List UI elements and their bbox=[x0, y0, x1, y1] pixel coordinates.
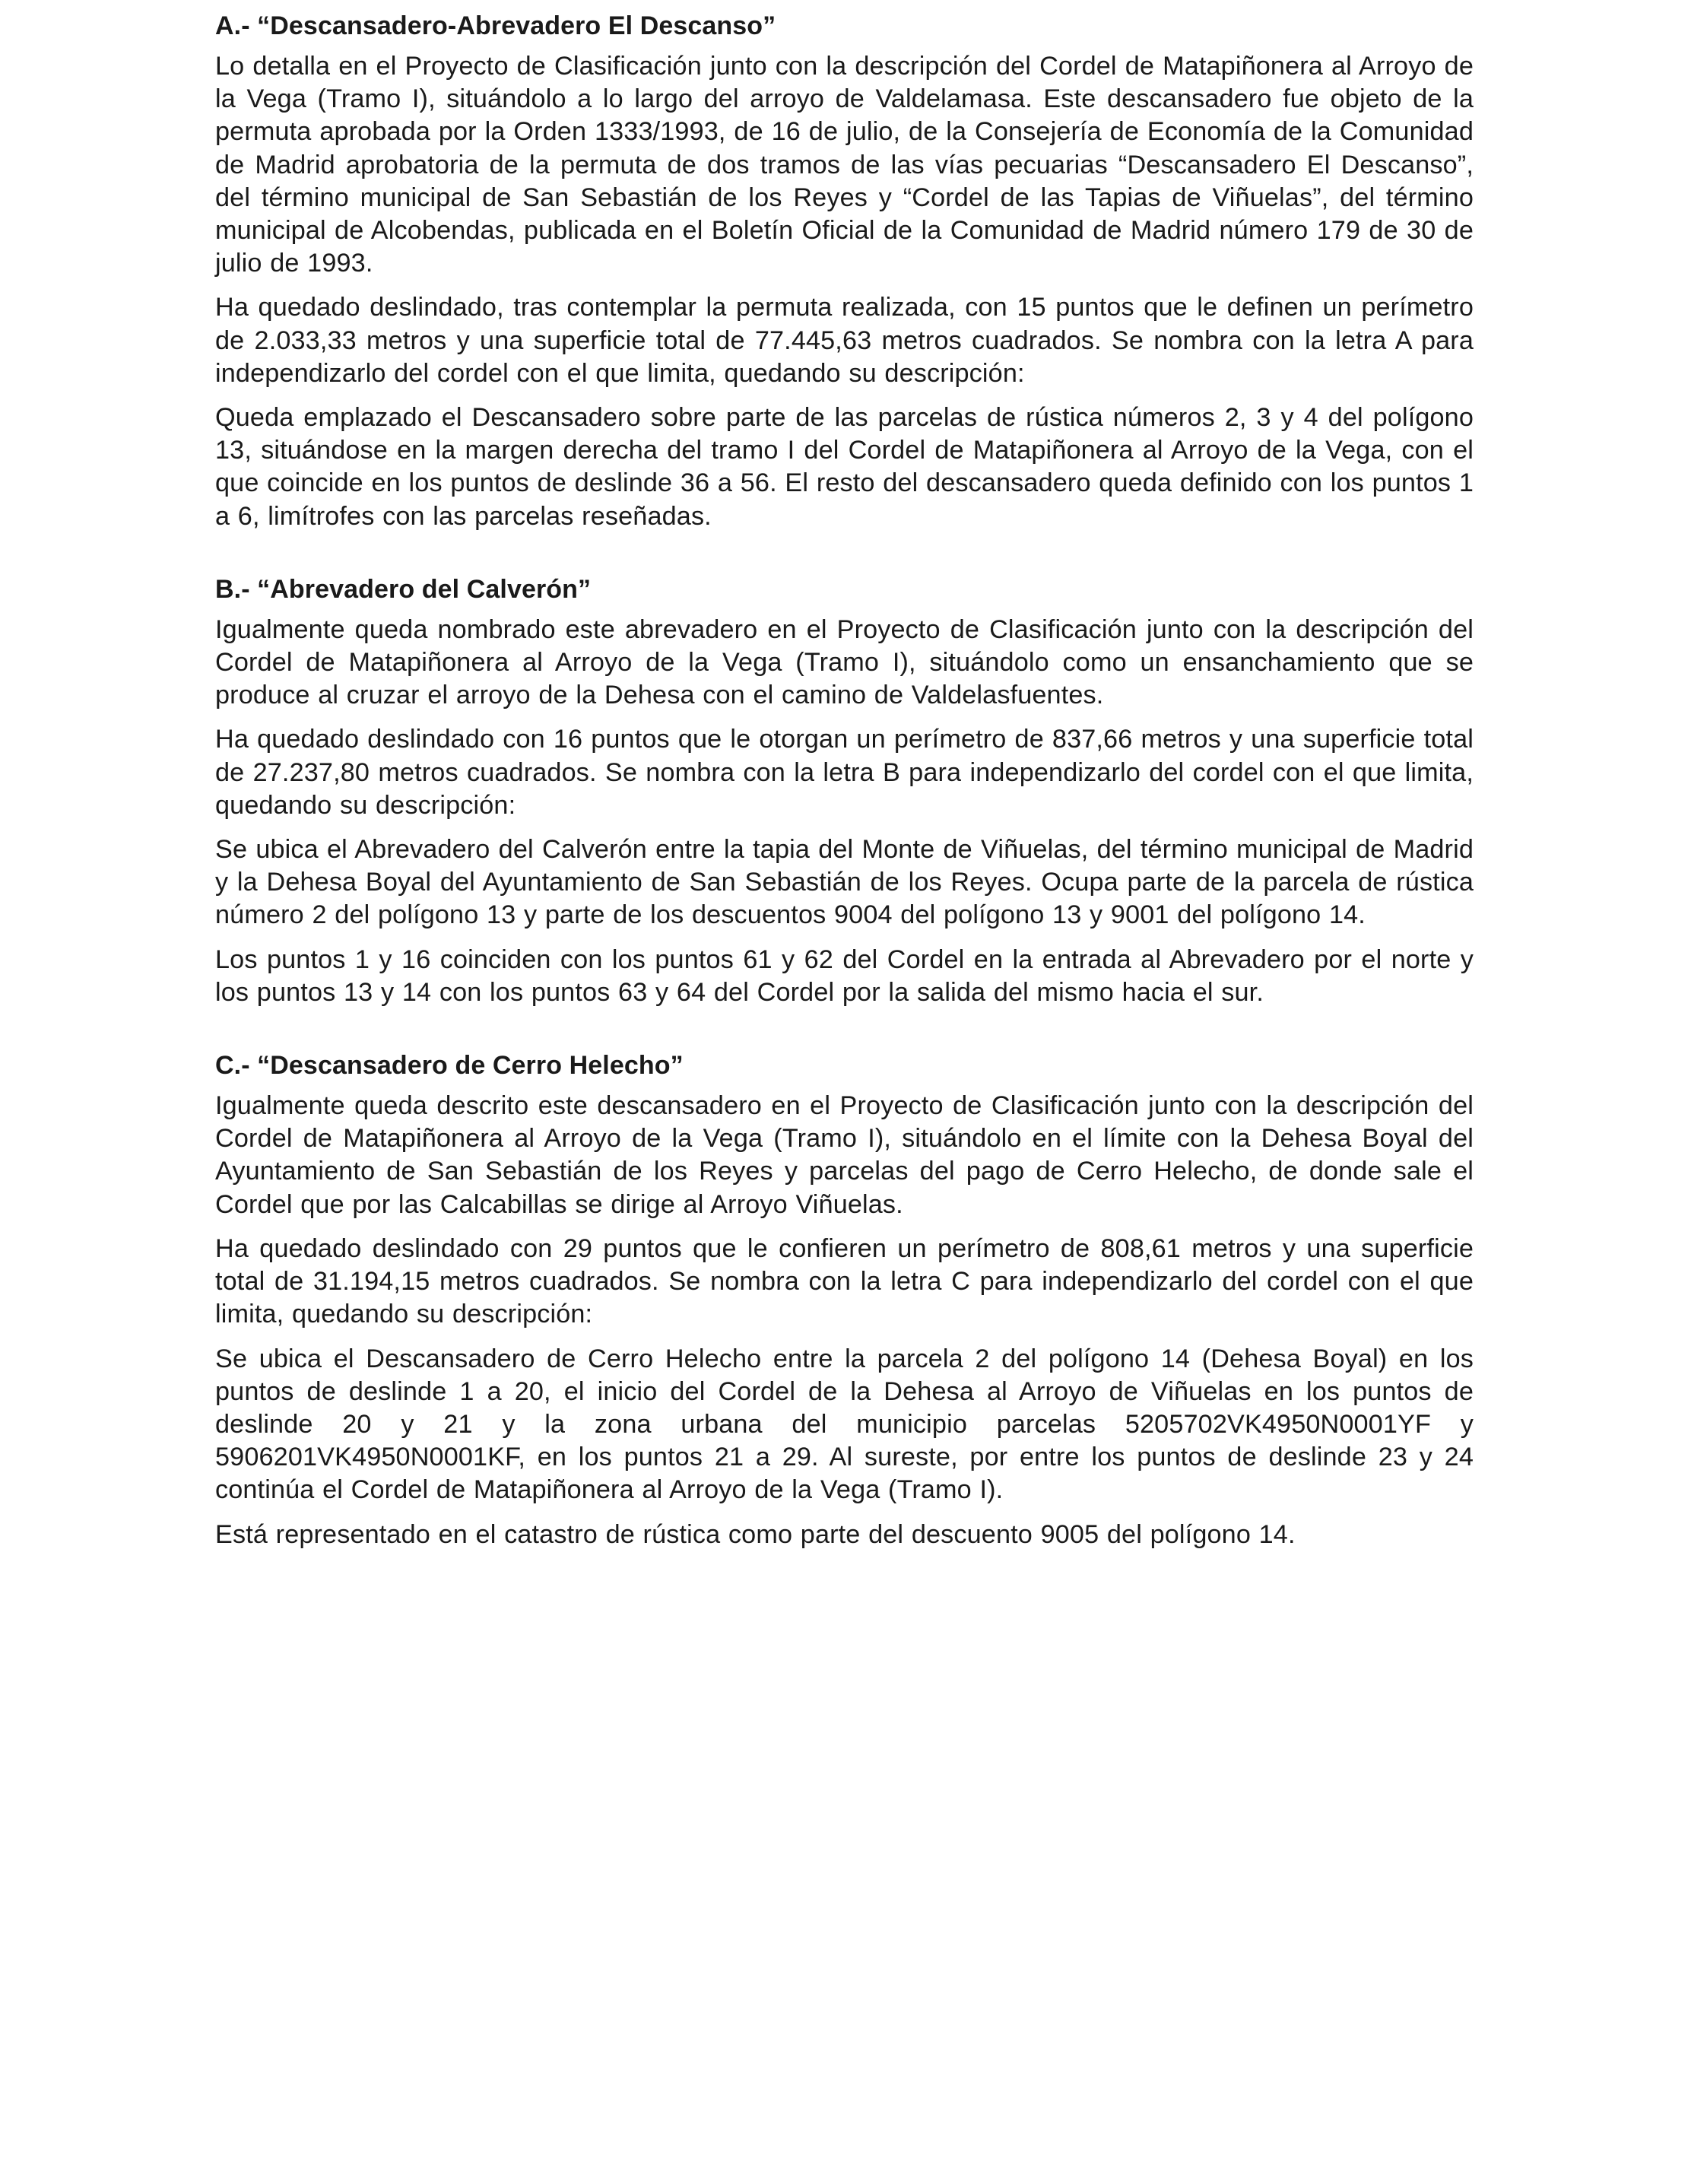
paragraph: Lo detalla en el Proyecto de Clasificación junto con la descripción del Cordel de Matapiñonera al Arroyo de la Vega (Tramo I), situándolo a lo largo del arroyo de Valdelamasa. Este descansadero fue objeto de la permuta aprobada por la Orden 1333/1993, de 16 de julio, de la Consejería de Economía de la Comunidad de Madrid aprobatoria de la permuta de dos tramos de las vías pecuarias “Descansadero El Descanso”, del término municipal de San Sebastián de los Reyes y “Cordel de las Tapias de Viñuelas”, del término municipal de Alcobendas, publicada en el Boletín Oficial de la Comunidad de Madrid número 179 de 30 de julio de 1993. bbox=[215, 52, 1474, 278]
section-descansadero-el-descanso bbox=[215, 9, 1474, 533]
section-abrevadero-calveron bbox=[215, 573, 1474, 1009]
section-heading: B.- “Abrevadero del Calverón” bbox=[215, 574, 592, 604]
paragraph: Ha quedado deslindado con 29 puntos que le confieren un perímetro de 808,61 metros y una superficie total de 31.194,15 metros cuadrados. Se nombra con la letra C para independizarlo del cordel con el que limita, quedando su descripción: bbox=[215, 1233, 1474, 1329]
section-heading: A.- “Descansadero-Abrevadero El Descanso” bbox=[215, 11, 776, 40]
paragraph: Igualmente queda nombrado este abrevadero en el Proyecto de Clasificación junto con la descripción del Cordel de Matapiñonera al Arroyo de la Vega (Tramo I), situándolo como un ensanchamiento que se produce al cruzar el arroyo de la Dehesa con el camino de Valdelasfuentes. bbox=[215, 614, 1474, 710]
paragraph: Ha quedado deslindado con 16 puntos que le otorgan un perímetro de 837,66 metros y una superficie total de 27.237,80 metros cuadrados. Se nombra con la letra B para independizarlo del cordel con el que limita, quedando su descripción: bbox=[215, 725, 1474, 820]
paragraph: Está representado en el catastro de rústica como parte del descuento 9005 del polígono 14. bbox=[215, 1519, 1296, 1549]
paragraph: Se ubica el Abrevadero del Calverón entre la tapia del Monte de Viñuelas, del término municipal de Madrid y la Dehesa Boyal del Ayuntamiento de San Sebastián de los Reyes. Ocupa parte de la parcela de rústica número 2 del polígono 13 y parte de los descuentos 9004 del polígono 13 y 9001 del polígono 14. bbox=[215, 835, 1474, 930]
paragraph: Igualmente queda descrito este descansadero en el Proyecto de Clasificación junto con la descripción del Cordel de Matapiñonera al Arroyo de la Vega (Tramo I), situándolo en el límite con la Dehesa Boyal del Ayuntamiento de San Sebastián de los Reyes y parcelas del pago de Cerro Helecho, de donde sale el Cordel que por las Calcabillas se dirige al Arroyo Viñuelas. bbox=[215, 1091, 1474, 1219]
paragraph: Ha quedado deslindado, tras contemplar la permuta realizada, con 15 puntos que le definen un perímetro de 2.033,33 metros y una superficie total de 77.445,63 metros cuadrados. Se nombra con la letra A para independizarlo del cordel con el que limita, quedando su descripción: bbox=[215, 293, 1474, 388]
paragraph: Queda emplazado el Descansadero sobre parte de las parcelas de rústica números 2, 3 y 4 del polígono 13, situándose en la margen derecha del tramo I del Cordel de Matapiñonera al Arroyo de la Vega, con el que coincide en los puntos de deslinde 36 a 56. El resto del descansadero queda definido con los puntos 1 a 6, limítrofes con las parcelas reseñadas. bbox=[215, 403, 1474, 531]
paragraph: Los puntos 1 y 16 coinciden con los puntos 61 y 62 del Cordel en la entrada al Abrevadero por el norte y los puntos 13 y 14 con los puntos 63 y 64 del Cordel por la salida del mismo hacia el sur. bbox=[215, 944, 1474, 1007]
section-descansadero-cerro-helecho bbox=[215, 1049, 1474, 1551]
section-heading: C.- “Descansadero de Cerro Helecho” bbox=[215, 1051, 684, 1081]
document-page bbox=[215, 9, 1474, 1551]
paragraph: Se ubica el Descansadero de Cerro Helecho entre la parcela 2 del polígono 14 (Dehesa Boyal) en los puntos de deslinde 1 a 20, el inicio del Cordel de la Dehesa al Arroyo de Viñuelas en los puntos de deslinde 20 y 21 y la zona urbana del municipio parcelas 5205702VK4950N0001YF y 5906201VK4950N0001KF, en los puntos 21 a 29. Al sureste, por entre los puntos de deslinde 23 y 24 continúa el Cordel de Matapiñonera al Arroyo de la Vega (Tramo I). bbox=[215, 1344, 1474, 1505]
